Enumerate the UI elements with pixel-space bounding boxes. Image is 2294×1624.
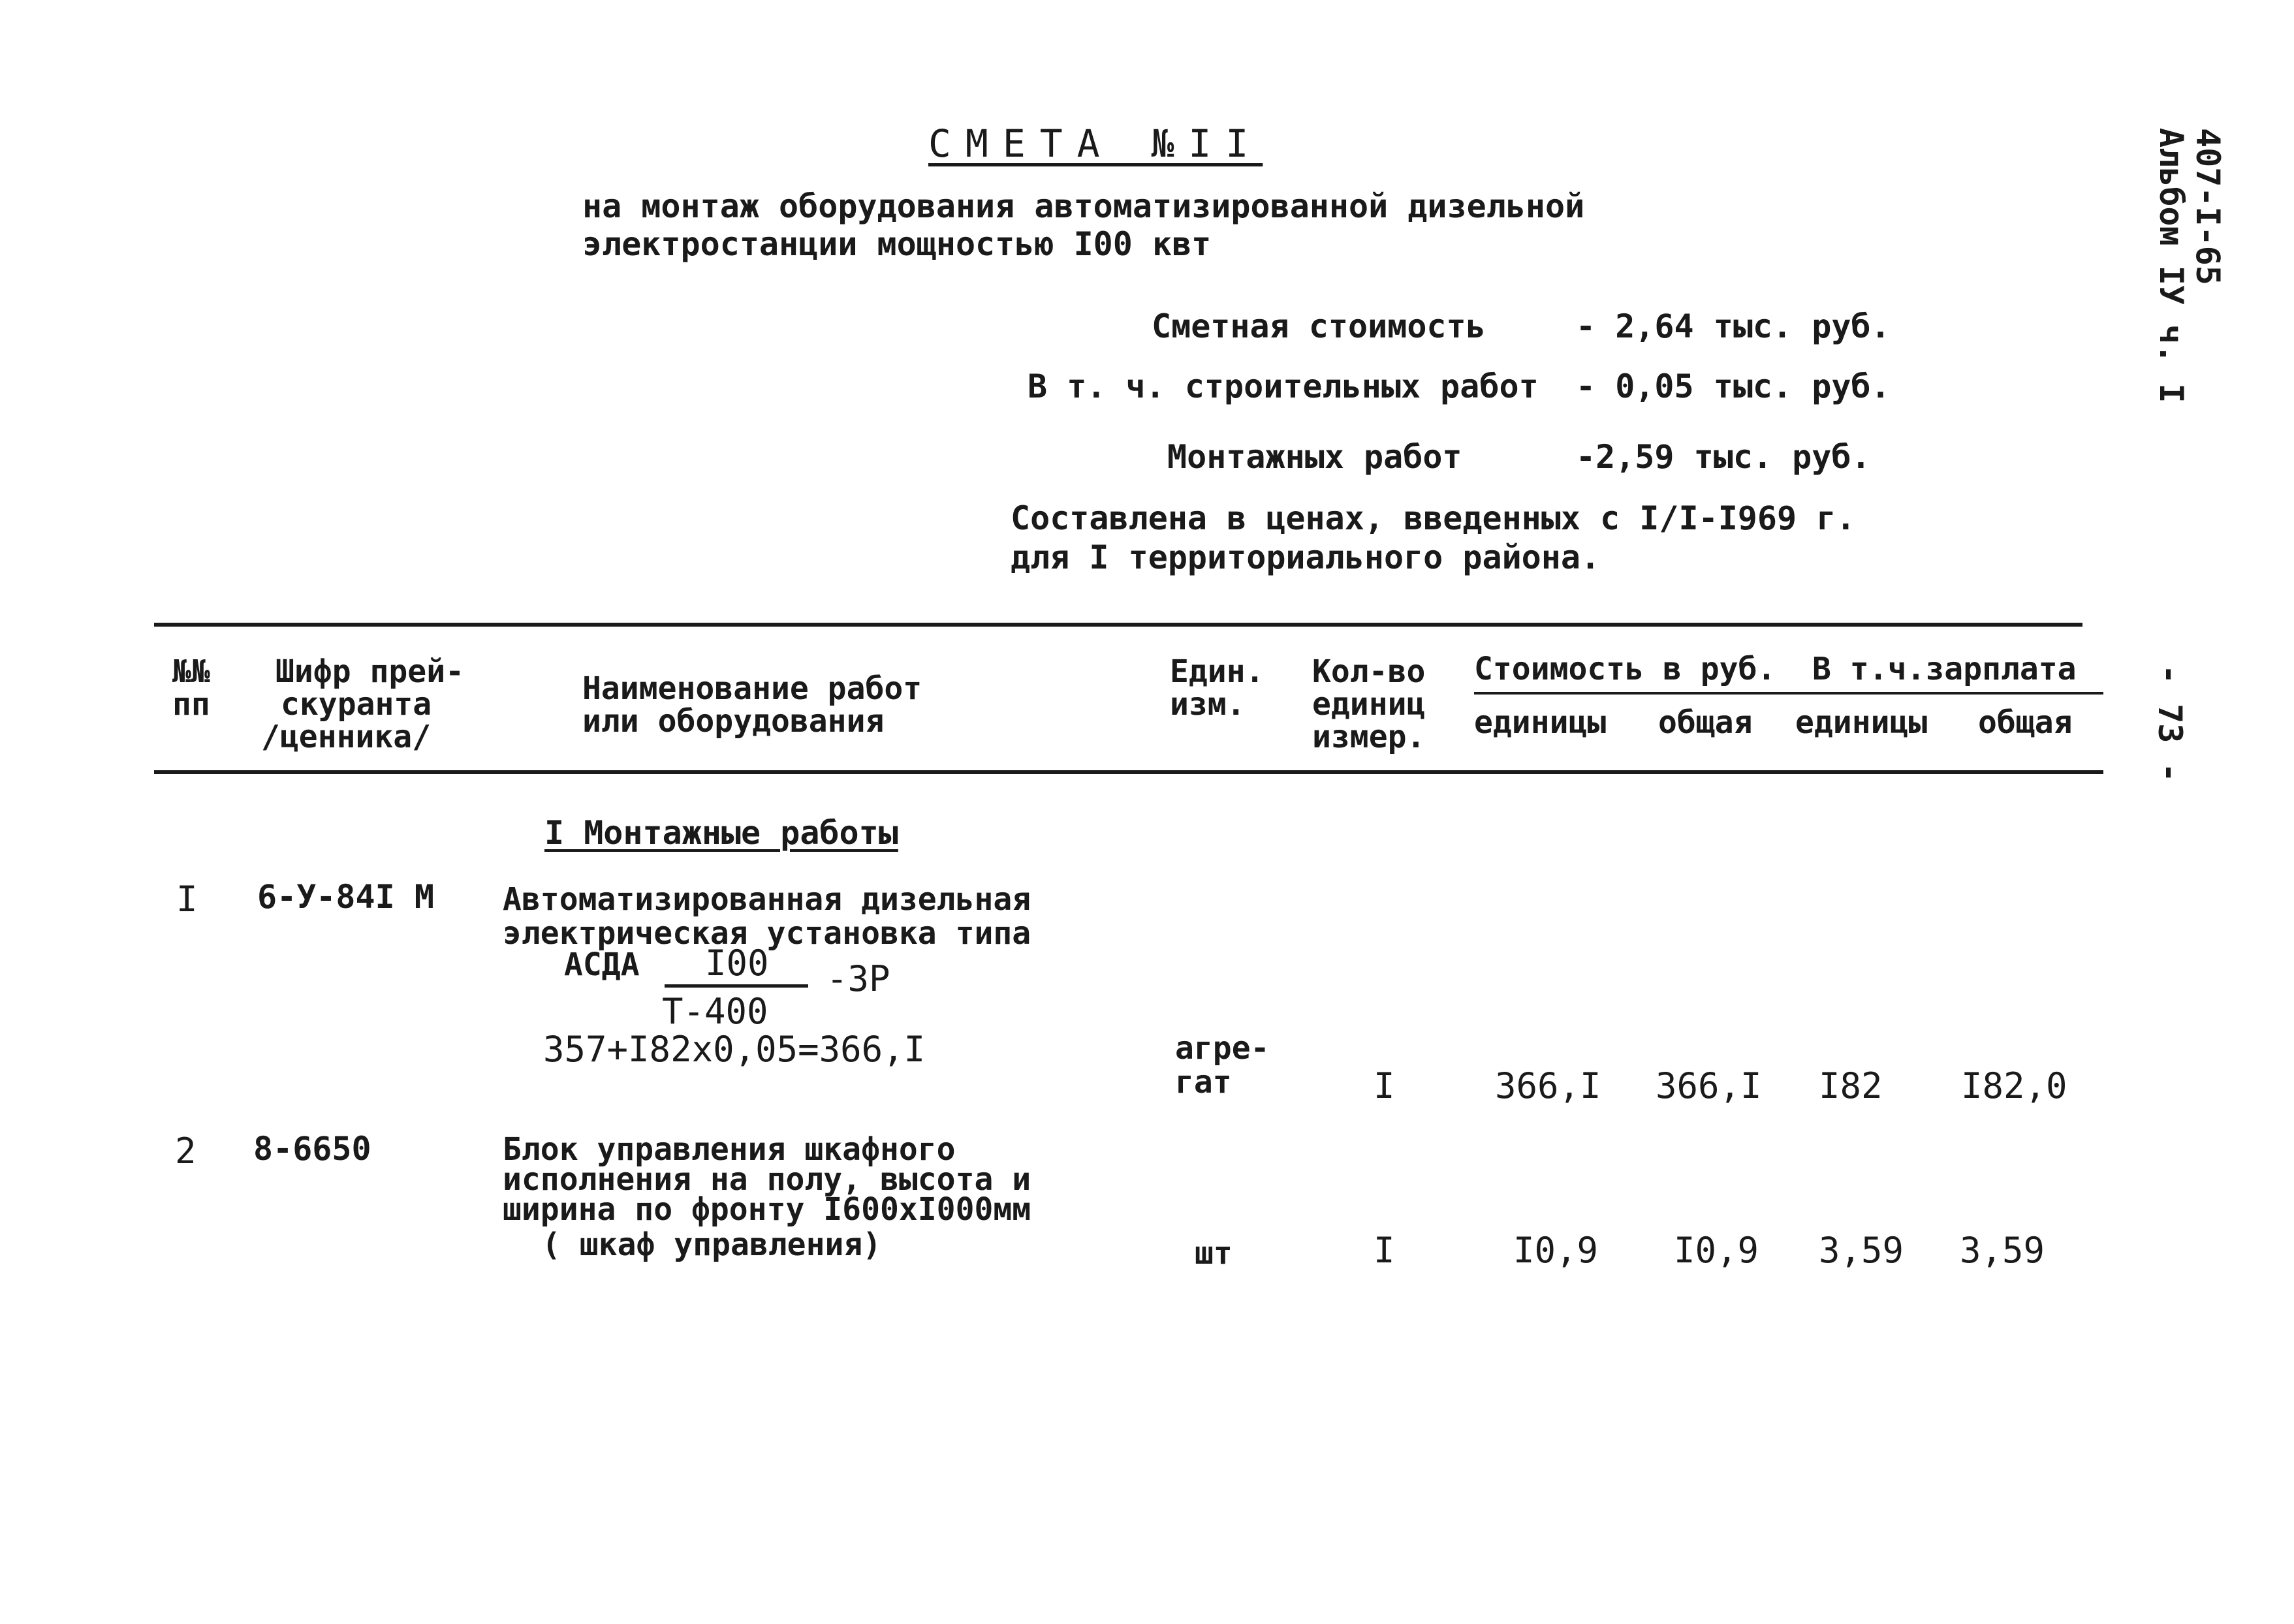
cost-label-installation: Монтажных работ [1167, 438, 1462, 476]
row1-qty: I [1374, 1065, 1395, 1106]
section-title: I Монтажные работы [544, 814, 898, 852]
table-header-bottom-rule [154, 770, 2103, 774]
cost-value-construction: - 0,05 тыс. руб. [1576, 367, 1891, 405]
side-code: 407-I-65 [2189, 128, 2227, 285]
table-top-rule [154, 623, 2082, 627]
col-header-cost-total: общая [1658, 704, 1753, 741]
prices-note-line-2: для I территориального района. [1011, 539, 1601, 576]
side-page-number: - 73 - [2151, 664, 2189, 783]
row2-unit: шт [1195, 1235, 1233, 1272]
group-header-underline [1474, 692, 2103, 695]
cost-value-installation: -2,59 тыс. руб. [1576, 438, 1871, 476]
side-album: Альбом IУ ч. I [2152, 128, 2190, 403]
cost-label-total: Сметная стоимость [1152, 307, 1486, 345]
row1-wage-total: I82,0 [1961, 1065, 2067, 1106]
side-album-label [2153, 128, 2226, 403]
col-header-nn: №№ пп [172, 653, 210, 723]
row2-name: Блок управления шкафного исполнения на полу, высота и ширина по фронту I600хI000мм ( шкаф управления) [503, 1131, 1031, 1263]
row1-wage-unit: I82 [1819, 1065, 1883, 1106]
col-header-code: Шифр прей- скуранта /ценника/ [261, 653, 464, 755]
cost-label-construction: В т. ч. строительных работ [1028, 367, 1539, 405]
row1-cost-unit: 366,I [1495, 1065, 1601, 1106]
col-header-wage-unit: единицы [1795, 704, 1928, 741]
row1-model-numerator: I00 [705, 943, 769, 984]
row1-formula: 357+I82х0,05=366,I [543, 1029, 926, 1070]
row1-model-prefix: АСДА [564, 946, 640, 983]
row1-code: 6-У-84I М [257, 878, 434, 916]
document-subtitle-line-1: на монтаж оборудования автоматизированной дизельной [582, 187, 1585, 225]
col-group-cost: Стоимость в руб. [1474, 651, 1776, 687]
row1-model-denominator: Т-400 [662, 991, 768, 1032]
row2-cost-total: I0,9 [1674, 1230, 1759, 1271]
document-title: СМЕТА №II [928, 121, 1263, 166]
col-header-name: Наименование работ или оборудования [582, 670, 922, 740]
col-header-cost-unit: единицы [1474, 704, 1607, 741]
document-subtitle-line-2: электростанции мощностью I00 квт [582, 225, 1212, 263]
row1-unit: агре- гат [1175, 1030, 1270, 1101]
row1-cost-total: 366,I [1656, 1065, 1762, 1106]
cost-value-total: - 2,64 тыс. руб. [1576, 307, 1891, 345]
row1-model-suffix: -3Р [826, 958, 890, 999]
col-group-wage: В т.ч.зарплата [1812, 651, 2077, 687]
row2-nn: 2 [175, 1131, 196, 1172]
row2-code: 8-6650 [253, 1130, 371, 1168]
row2-cost-unit: I0,9 [1513, 1230, 1599, 1271]
prices-note-line-1: Составлена в ценах, введенных с I/I-I969 г. [1011, 499, 1856, 537]
col-header-wage-total: общая [1978, 704, 2073, 741]
col-header-qty: Кол-во единиц измер. [1312, 653, 1426, 755]
row2-wage-unit: 3,59 [1819, 1230, 1904, 1271]
row1-nn: I [176, 879, 198, 920]
row2-qty: I [1374, 1230, 1395, 1271]
row1-name: Автоматизированная дизельная электрическая установка типа [503, 881, 1031, 952]
row2-wage-total: 3,59 [1960, 1230, 2045, 1271]
col-header-unit: Един. изм. [1170, 653, 1265, 723]
row1-model-fraction-bar [665, 984, 808, 988]
